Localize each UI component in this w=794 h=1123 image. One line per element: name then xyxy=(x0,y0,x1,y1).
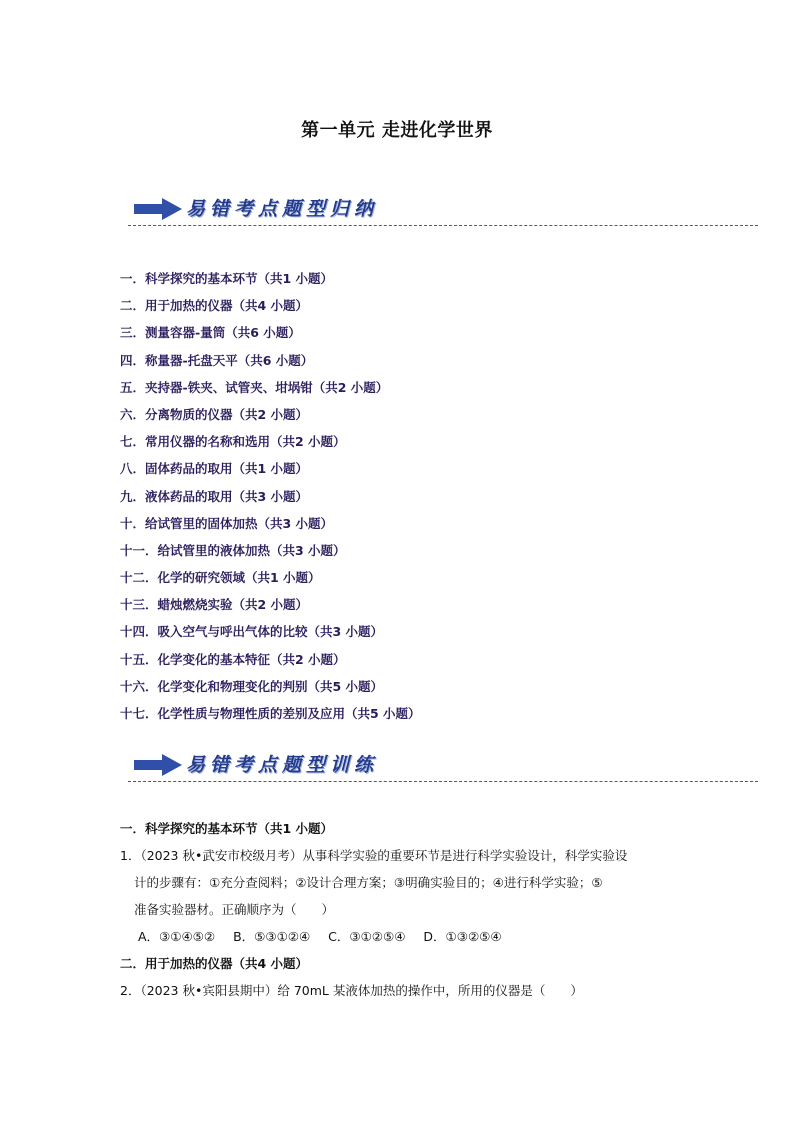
topic-list xyxy=(120,269,421,731)
section-heading: 一．科学探究的基本环节（共1 小题） xyxy=(120,821,334,836)
dashed-divider xyxy=(128,225,758,226)
toc-item: 六．分离物质的仪器（共2 小题） xyxy=(120,406,309,422)
toc-item: 二．用于加热的仪器（共4 小题） xyxy=(120,298,309,314)
toc-item: 九．液体药品的取用（共3 小题） xyxy=(120,488,309,504)
banner-title: 易错考点题型归纳 xyxy=(186,198,379,220)
toc-item: 八．固体药品的取用（共1 小题） xyxy=(120,461,309,477)
option-d: D．①③②⑤④ xyxy=(423,929,502,944)
toc-item: 十三．蜡烛燃烧实验（共2 小题） xyxy=(120,597,309,613)
page-title: 第一单元 走进化学世界 xyxy=(301,120,493,141)
toc-item: 一．科学探究的基本环节（共1 小题） xyxy=(120,271,334,286)
toc-item: 十四．吸入空气与呼出气体的比较（共3 小题） xyxy=(120,624,384,640)
arrow-right-icon xyxy=(134,754,182,776)
question-text: 2．（2023 秋•宾阳县期中）给 70mL 某液体加热的操作中，所用的仪器是（ ） xyxy=(120,983,583,998)
toc-item: 四．称量器-托盘天平（共6 小题） xyxy=(120,352,314,368)
banner-title: 易错考点题型训练 xyxy=(186,754,379,776)
toc-item: 十一．给试管里的液体加热（共3 小题） xyxy=(120,542,346,558)
dashed-divider xyxy=(128,781,758,782)
practice-content xyxy=(120,819,720,1008)
answer-options xyxy=(120,927,720,954)
question-text: 计的步骤有：①充分查阅料；②设计合理方案；③明确实验目的；④进行科学实验；⑤ xyxy=(134,875,603,890)
toc-item: 十七．化学性质与物理性质的差别及应用（共5 小题） xyxy=(120,706,421,721)
toc-item: 三．测量容器-量筒（共6 小题） xyxy=(120,325,301,341)
arrow-right-icon xyxy=(134,198,182,220)
toc-item: 十二．化学的研究领域（共1 小题） xyxy=(120,570,321,586)
option-b: B．⑤③①②④ xyxy=(233,929,311,944)
question-text: 准备实验器材。正确顺序为（ ） xyxy=(134,902,335,917)
section-banner-practice xyxy=(128,750,758,782)
toc-item: 七．常用仪器的名称和选用（共2 小题） xyxy=(120,434,346,450)
toc-item: 十六．化学变化和物理变化的判别（共5 小题） xyxy=(120,678,384,694)
section-banner-summary xyxy=(128,194,758,226)
toc-item: 十五．化学变化的基本特征（共2 小题） xyxy=(120,651,346,667)
section-heading: 二．用于加热的仪器（共4 小题） xyxy=(120,956,309,971)
toc-item: 五．夹持器-铁夹、试管夹、坩埚钳（共2 小题） xyxy=(120,379,389,395)
option-c: C．③①②⑤④ xyxy=(328,929,406,944)
option-a: A．③①④⑤② xyxy=(138,929,216,944)
question-text: 1．（2023 秋•武安市校级月考）从事科学实验的重要环节是进行科学实验设计，科学实验设 xyxy=(120,848,628,863)
toc-item: 十．给试管里的固体加热（共3 小题） xyxy=(120,515,334,531)
